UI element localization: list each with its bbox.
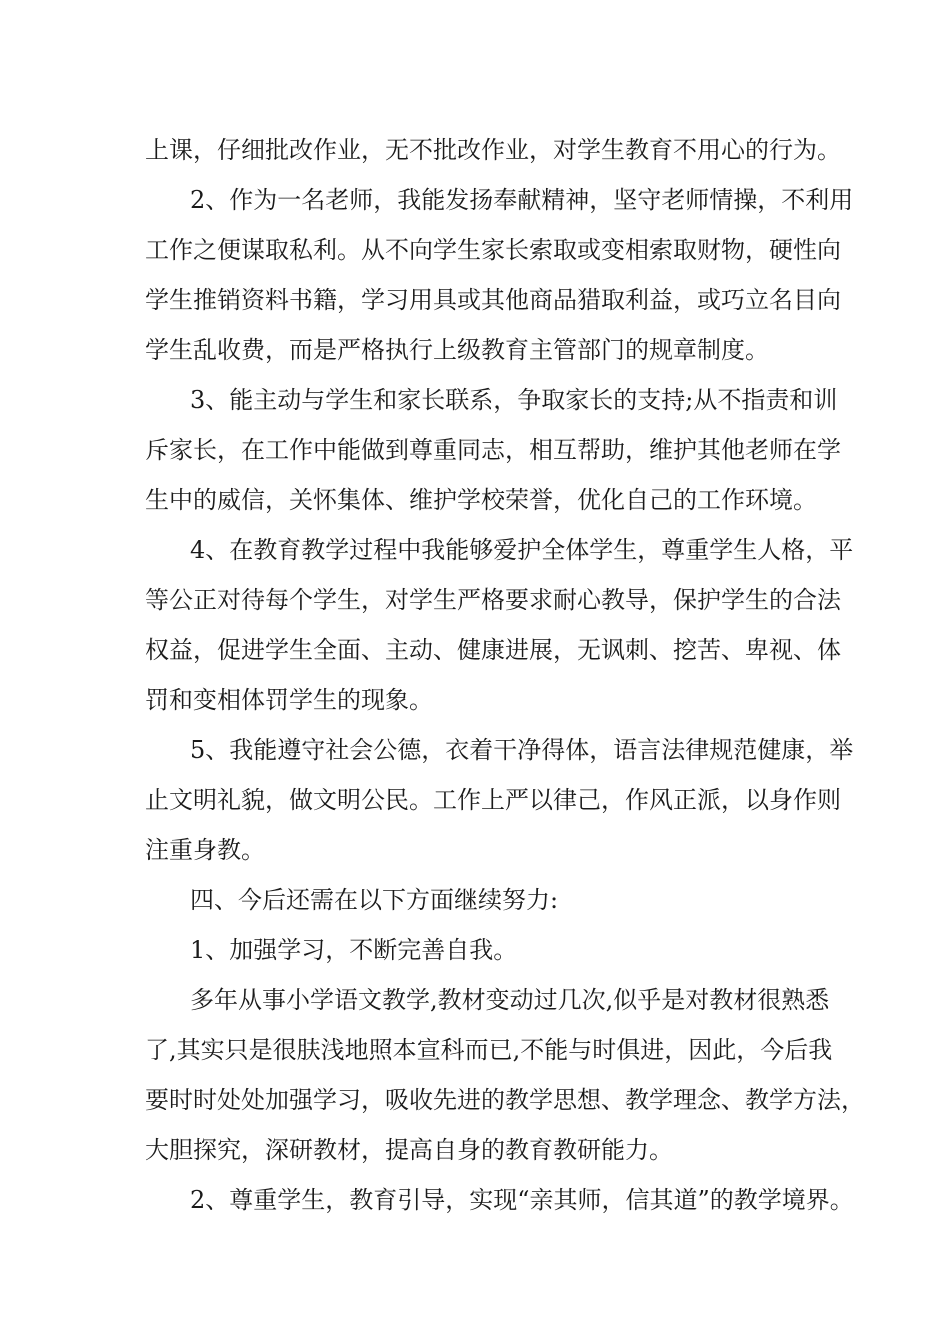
text-line: 罚和变相体罚学生的现象。 [145, 686, 433, 714]
text-line: 止文明礼貌，做文明公民。工作上严以律己，作风正派，以身作则 [145, 786, 841, 814]
subheading-1: 1、加强学习，不断完善自我。 [190, 936, 518, 964]
section-heading-4: 四、今后还需在以下方面继续努力: [190, 886, 559, 914]
paragraph-4-start: 4、在教育教学过程中我能够爱护全体学生，尊重学生人格，平 [190, 536, 854, 564]
paragraph-5-start: 5、我能遵守社会公德，衣着干净得体，语言法律规范健康，举 [190, 736, 854, 764]
text-line: 工作之便谋取私利。从不向学生家长索取或变相索取财物，硬性向 [145, 236, 841, 264]
text-line: 注重身教。 [145, 836, 265, 864]
text-line: 学生推销资料书籍，学习用具或其他商品猎取利益，或巧立名目向 [145, 286, 841, 314]
text-line: 大胆探究，深研教材，提高自身的教育教研能力。 [145, 1136, 673, 1164]
text-line: 上课，仔细批改作业，无不批改作业，对学生教育不用心的行为。 [145, 136, 841, 164]
text-line: 等公正对待每个学生，对学生严格要求耐心教导，保护学生的合法 [145, 586, 841, 614]
text-line: 生中的威信，关怀集体、维护学校荣誉，优化自己的工作环境。 [145, 486, 817, 514]
paragraph-3-start: 3、能主动与学生和家长联系，争取家长的支持;从不指责和训 [190, 386, 838, 414]
subheading-2: 2、尊重学生，教育引导，实现“亲其师，信其道”的教学境界。 [190, 1186, 854, 1214]
paragraph-study-start: 多年从事小学语文教学,教材变动过几次,似乎是对教材很熟悉 [190, 986, 830, 1014]
paragraph-2-start: 2、作为一名老师，我能发扬奉献精神，坚守老师情操，不利用 [190, 186, 854, 214]
text-line: 学生乱收费，而是严格执行上级教育主管部门的规章制度。 [145, 336, 769, 364]
text-line: 要时时处处加强学习，吸收先进的教学思想、教学理念、教学方法， [145, 1086, 865, 1114]
text-line: 斥家长，在工作中能做到尊重同志，相互帮助，维护其他老师在学 [145, 436, 841, 464]
text-line: 了,其实只是很肤浅地照本宣科而已,不能与时俱进，因此，今后我 [145, 1036, 833, 1064]
text-line: 权益，促进学生全面、主动、健康进展，无讽刺、挖苦、卑视、体 [145, 636, 841, 664]
